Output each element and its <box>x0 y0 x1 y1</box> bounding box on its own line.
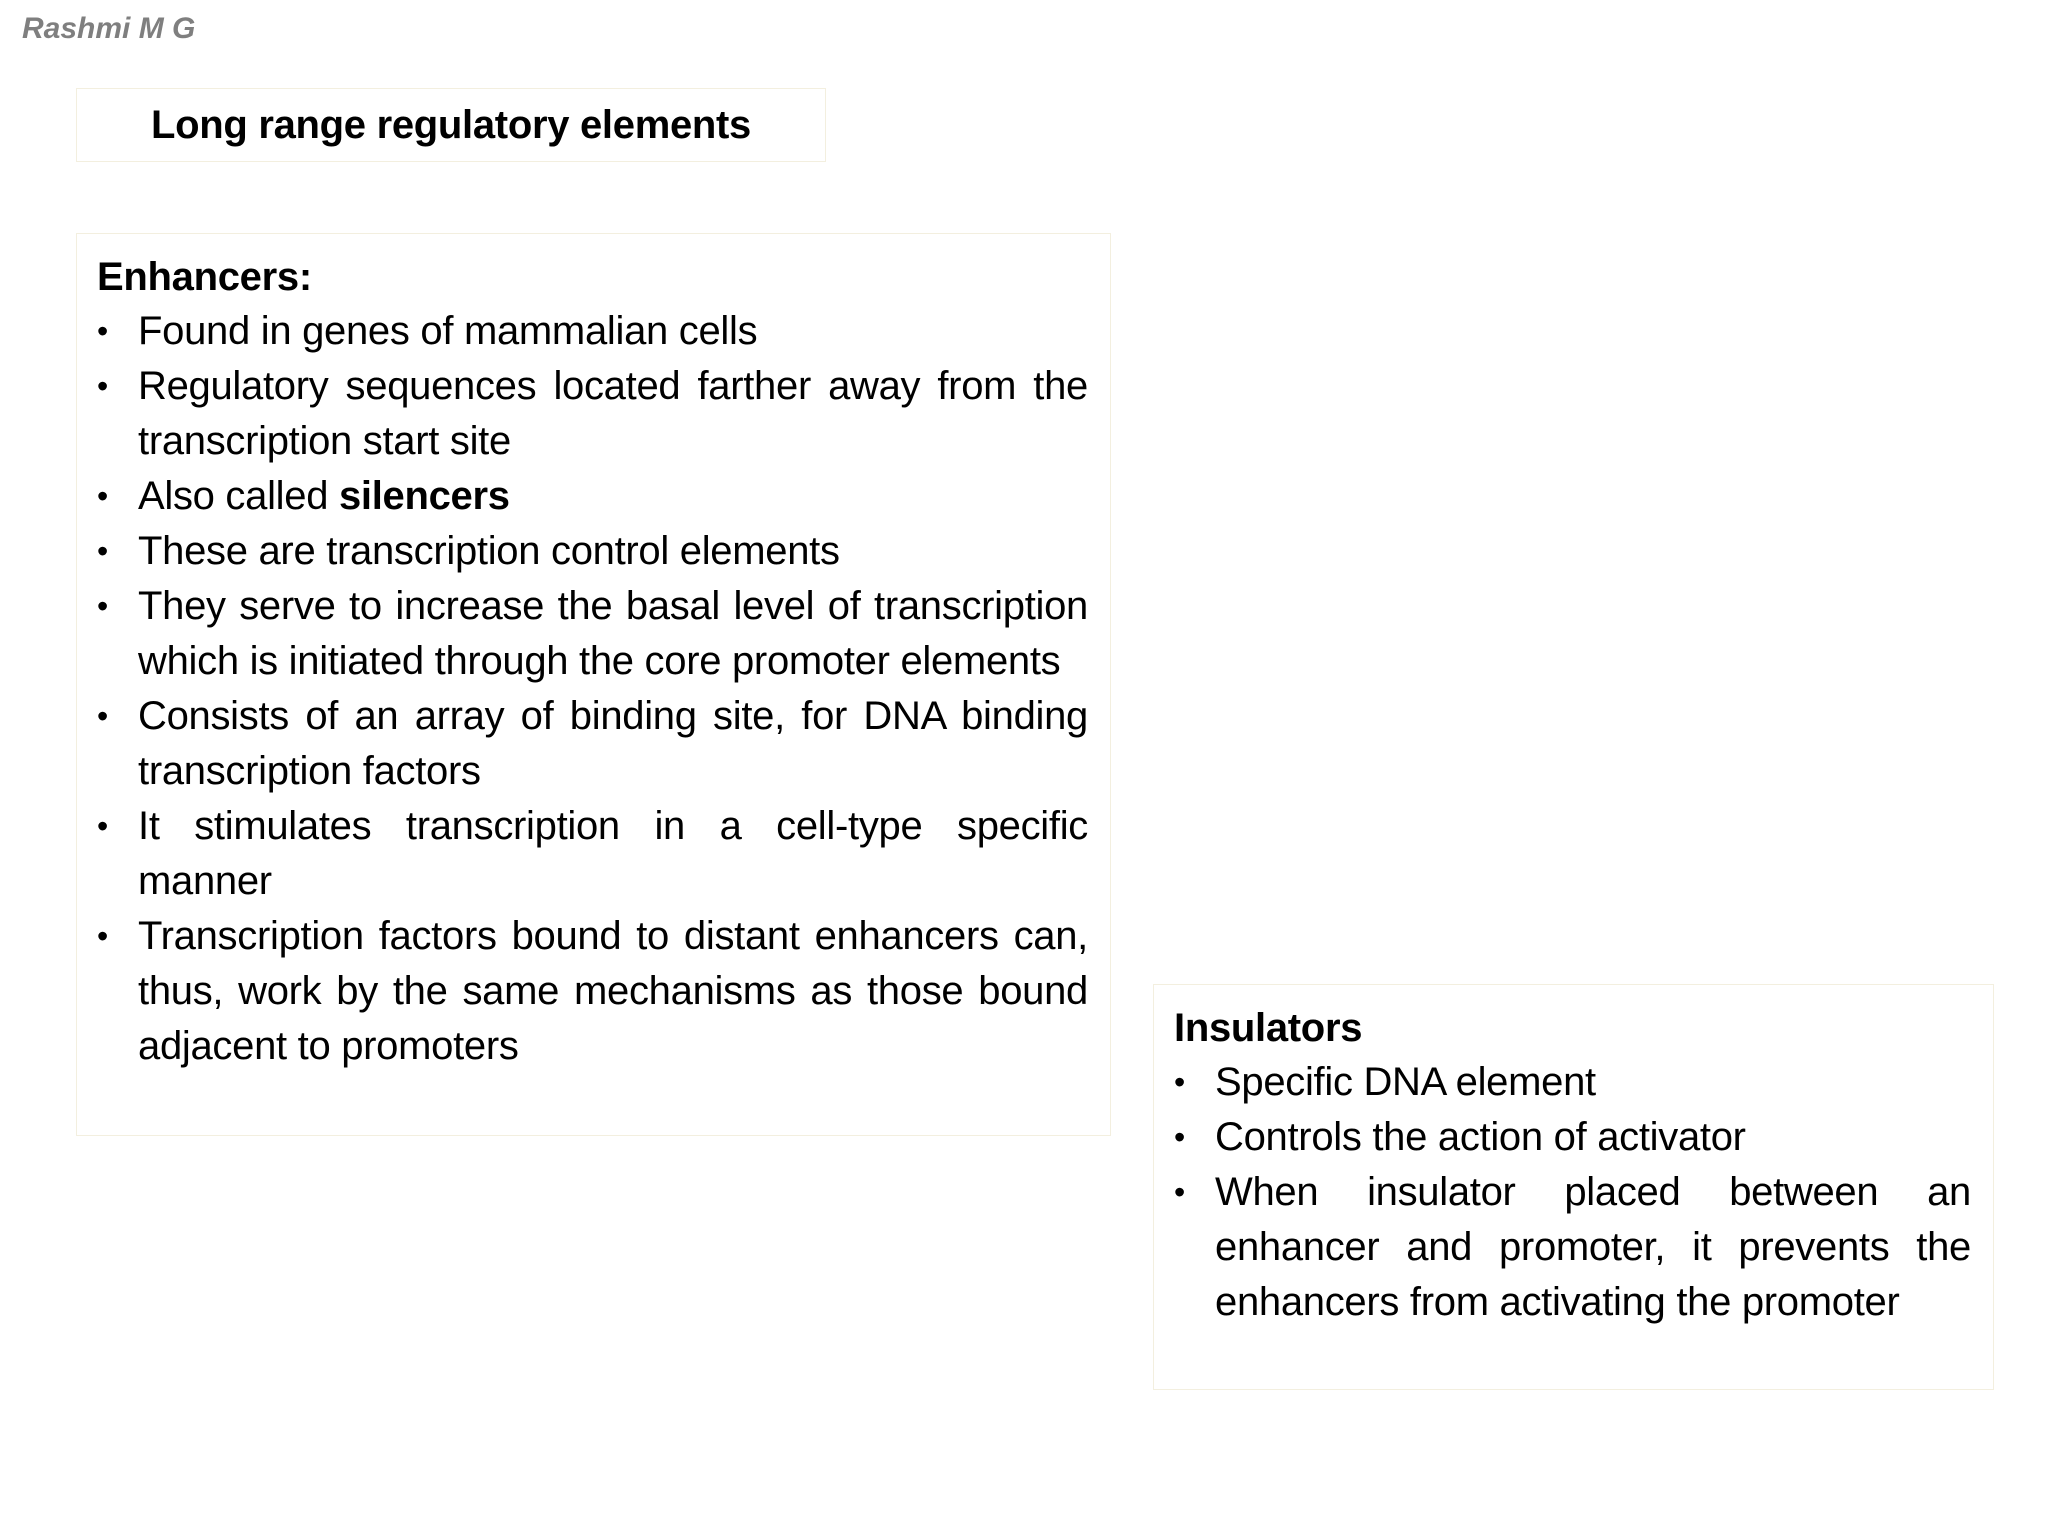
bullet-icon: • <box>1174 1119 1185 1155</box>
list-item-text: They serve to increase the basal level of transcription which is initiated through the core promoter elements <box>138 584 1088 683</box>
list-item-text: Controls the action of activator <box>1215 1115 1746 1159</box>
list-item-text: Transcription factors bound to distant enhancers can, thus, work by the same mechanisms as those bound adjacent to promoters <box>138 914 1088 1068</box>
bullet-icon: • <box>1174 1064 1185 1100</box>
bullet-icon: • <box>97 808 108 844</box>
bullet-icon: • <box>1174 1174 1185 1210</box>
slide-title-box <box>76 88 826 162</box>
insulators-list <box>1174 1055 1971 1330</box>
list-item-text: It stimulates transcription in a cell-type specific manner <box>138 804 1088 903</box>
insulators-heading: Insulators <box>1174 1006 1363 1050</box>
bullet-icon: • <box>97 588 108 624</box>
enhancers-list <box>97 304 1088 1074</box>
slide-title: Long range regulatory elements <box>150 102 752 147</box>
enhancers-panel <box>76 233 1111 1136</box>
bullet-icon: • <box>97 918 108 954</box>
list-item <box>97 359 1088 469</box>
list-item <box>97 909 1088 1074</box>
list-item <box>1174 1055 1971 1110</box>
bullet-icon: • <box>97 478 108 514</box>
list-item-text: These are transcription control elements <box>138 529 840 573</box>
list-item-text: Consists of an array of binding site, for DNA binding transcription factors <box>138 694 1088 793</box>
bullet-icon: • <box>97 368 108 404</box>
list-item-text: Regulatory sequences located farther away from the transcription start site <box>138 364 1088 463</box>
list-item <box>97 689 1088 799</box>
bullet-icon: • <box>97 698 108 734</box>
list-item <box>97 524 1088 579</box>
list-item <box>97 469 1088 524</box>
bullet-icon: • <box>97 533 108 569</box>
list-item <box>97 304 1088 359</box>
enhancers-heading: Enhancers: <box>97 255 312 299</box>
list-item <box>1174 1110 1971 1165</box>
insulators-panel <box>1153 984 1994 1390</box>
silencers-term: silencers <box>338 474 510 518</box>
list-item <box>97 579 1088 689</box>
list-item-text: Specific DNA element <box>1215 1060 1596 1104</box>
list-item-text: Also called <box>138 474 339 518</box>
list-item-text: Found in genes of mammalian cells <box>138 309 758 353</box>
bullet-icon: • <box>97 313 108 349</box>
list-item-text: When insulator placed between an enhancer and promoter, it prevents the enhancers from activating the promoter <box>1215 1170 1971 1324</box>
list-item <box>97 799 1088 909</box>
list-item <box>1174 1165 1971 1330</box>
author-name: Rashmi M G <box>22 12 196 45</box>
